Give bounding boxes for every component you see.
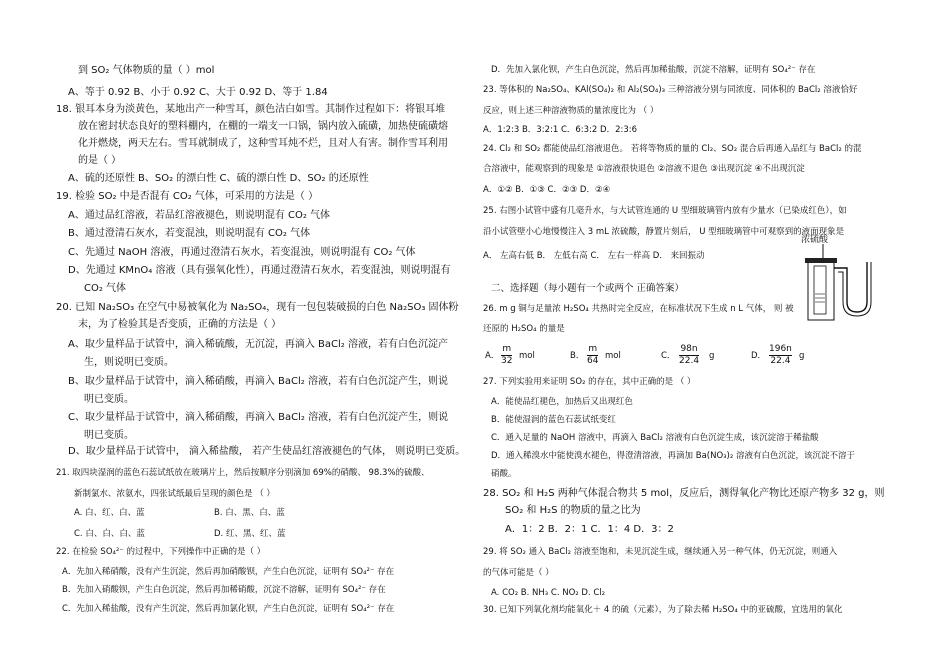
right-line-25: A. CO₂ B. NH₃ C. NO₂ D. Cl₂ — [491, 588, 606, 598]
left-line-7: A、硫的还原性 B、SO₂ 的漂白性 C、硫的漂白性 D、SO₂ 的还原性 — [68, 173, 369, 184]
right-line-24: 的气体可能是（ ） — [483, 568, 554, 578]
left-line-21: 明已变质。 — [84, 430, 134, 441]
right-line-2: 23. 等体积的 Na₂SO₄、KAl(SO₄)₂ 和 Al₂(SO₄)₃ 三种溶液分别与同浓度、同体积的 BaCl₂ 溶液恰好 — [483, 85, 858, 95]
right-line-13: 还原的 H₂SO₄ 的量是 — [483, 324, 565, 334]
left-line-5: 化并燃烧，两天左右。雪耳就制成了，这种雪耳炖不烂，且对人有害。制作雪耳利用 — [78, 138, 448, 149]
left-line-27: C. 白、白、白、蓝 — [74, 529, 145, 539]
right-line-15: A．能使品红褪色，加热后又出现红色 — [491, 397, 633, 407]
denominator: 32 — [501, 356, 513, 366]
left-line-15: 末，为了检验其是否变质，正确的方法是（ ） — [78, 319, 282, 330]
denominator: 22.4 — [770, 356, 791, 366]
left-line-4: 放在密封状态良好的塑料棚内，在棚的一端支一口锅，锅内放入硫磺，加热使硫磺熔 — [78, 121, 448, 132]
left-line-14: 20. 已知 Na₂SO₃ 在空气中易被氧化为 Na₂SO₄，现有一包包装破损的白色 Na₂SO₃ 固体粉 — [56, 302, 459, 313]
left-line-1: 到 SO₂ 气体物质的量（ ）mol — [78, 65, 215, 76]
left-line-8: 19. 检验 SO₂ 中是否混有 CO₂ 气体，可采用的方法是（ ） — [56, 191, 319, 202]
right-line-6: 合溶液中，能观察到的现象是 ①溶液很快退色 ②溶液不退色 ③出现沉淀 ④不出现沉淀 — [483, 164, 805, 174]
left-line-2: A、等于 0.92 B、小于 0.92 C、大于 0.92 D、等于 1.84 — [68, 87, 328, 98]
left-line-11: C、先通过 NaOH 溶液，再通过澄清石灰水，若变混浊，则说明混有 CO₂ 气体 — [68, 247, 416, 258]
right-line-21: SO₂ 和 H₂S 的物质的量之比为 — [505, 505, 641, 516]
left-line-26: B. 白、黑、白、蓝 — [214, 508, 285, 518]
fraction — [501, 344, 512, 367]
left-line-24: 新制氯水、浓氨水，四张试纸最后呈现的颜色是 （ ） — [74, 489, 275, 499]
option-label: B． — [570, 351, 585, 361]
unit-label: g — [709, 351, 715, 361]
right-line-19: 硝酸。 — [491, 469, 517, 479]
option-label: D． — [751, 351, 767, 361]
option-label: A． — [485, 351, 500, 361]
right-line-23: 29. 将 SO₂ 通入 BaCl₂ 溶液至饱和，未见沉淀生成，继续通入另一种气体，仍无沉淀，则通入 — [483, 547, 838, 557]
left-line-18: B、取少量样品于试管中，滴入稀硝酸，再滴入 BaCl₂ 溶液，若有白色沉淀产生，则说 — [68, 376, 448, 387]
left-line-30: A．先加入稀硝酸，没有产生沉淀，然后再加硝酸钡，产生白色沉淀，证明有 SO₄²⁻ 存在 — [62, 567, 395, 577]
left-line-31: B．先加入硝酸钡，产生白色沉淀，然后再加稀硝酸，沉淀不溶解，证明有 SO₄²⁻ 存在 — [62, 585, 386, 595]
left-line-17: 生，则说明已变质。 — [84, 357, 174, 368]
left-line-12: D、先通过 KMnO₄ 溶液（具有强氧化性），再通过澄清石灰水，若变混浊，则说明混有 — [68, 265, 451, 276]
right-line-5: 24. Cl₂ 和 SO₂ 都能使品红溶液退色。 若将等物质的量的 Cl₂、SO₂ 混合后再通入品红与 BaCl₂ 的混 — [483, 144, 862, 154]
right-line-10: A． 左高右低 B． 左低右高 C． 左右一样高 D． 来回振动 — [483, 251, 705, 261]
right-line-4: A．1:2:3 B．3:2:1 C．6:3:2 D．2:3:6 — [483, 125, 638, 135]
left-line-19: 明已变质。 — [84, 394, 134, 405]
right-line-26: 30. 已知下列氧化剂均能氧化＋ 4 的硫（元素），为了除去稀 H₂SO₄ 中的亚硫酸，宜选用的氧化 — [483, 605, 843, 615]
left-line-13: CO₂ 气体 — [84, 283, 127, 294]
fraction — [679, 344, 699, 367]
left-line-6: 的是（ ） — [78, 155, 122, 166]
right-line-12: 26. m g 铜与足量浓 H₂SO₄ 共热时完全反应，在标准状况下生成 n L 气体， 则 被 — [483, 304, 794, 314]
left-line-32: C．先加入稀盐酸，没有产生沉淀，然后再加氯化钡，产生白色沉淀，证明有 SO₄²⁻ 存在 — [62, 604, 395, 614]
unit-label: mol — [519, 351, 535, 361]
right-line-9: 沿小试管壁小心地慢慢注入 3 mL 浓硫酸，静置片刻后， U 型细玻璃管中可观察到的液面现象是 — [483, 227, 845, 237]
unit-label: mol — [605, 351, 621, 361]
u-tube-apparatus-figure — [795, 232, 885, 322]
denominator: 64 — [587, 356, 599, 366]
numerator: m — [588, 344, 598, 354]
right-line-20: 28. SO₂ 和 H₂S 两种气体混合物共 5 mol，反应后，测得氧化产物比还原产物多 32 g，则 — [483, 488, 885, 499]
right-line-7: A．①② B．①③ C．②③ D．②④ — [483, 185, 611, 195]
right-line-14: 27. 下列实验用来证明 SO₂ 的存在，其中正确的是 （ ） — [483, 377, 696, 387]
right-line-22: A．1：2 B．2：1 C．1：4 D．3：2 — [505, 524, 674, 535]
right-line-8: 25. 右图小试管中盛有几毫升水，与大试管连通的 U 型细玻璃管内放有少量水（已染成红色），如 — [483, 206, 847, 216]
right-column — [475, 0, 950, 671]
left-line-16: A、取少量样品于试管中，滴入稀硫酸，无沉淀，再滴入 BaCl₂ 溶液，若有白色沉淀产 — [68, 339, 448, 350]
option-label: C． — [661, 351, 676, 361]
left-line-9: A、通过品红溶液，若品红溶液褪色，则说明混有 CO₂ 气体 — [68, 210, 331, 221]
figure-label: 浓硫酸 — [801, 235, 829, 245]
right-line-1: D．先加入氯化钡，产生白色沉淀，然后再加稀盐酸，沉淀不溶解，证明有 SO₄²⁻ 存在 — [491, 65, 816, 75]
left-line-28: D. 红、黑、红、蓝 — [214, 529, 286, 539]
right-line-18: D．通入稀溴水中能使溴水褪色，得澄清溶液，再滴加 Ba(NO₃)₂ 溶液有白色沉淀，该沉淀不溶于 — [491, 451, 855, 461]
denominator: 22.4 — [679, 356, 700, 366]
left-line-3: 18. 银耳本身为淡黄色，某地出产一种雪耳，颜色洁白如雪。其制作过程如下：将银耳堆 — [56, 104, 446, 115]
fraction — [769, 344, 792, 367]
right-line-17: C．通入足量的 NaOH 溶液中，再滴入 BaCl₂ 溶液有白色沉淀生成，该沉淀溶于稀盐酸 — [491, 433, 819, 443]
left-line-20: C、取少量样品于试管中，滴入稀硝酸，再滴入 BaCl₂ 溶液，若有白色沉淀产生，则说 — [68, 412, 449, 423]
fraction — [587, 344, 598, 367]
right-line-3: 反应，则上述三种溶液物质的量浓度比为 （ ） — [483, 106, 659, 116]
numerator: 196n — [769, 344, 792, 354]
left-line-23: 21. 取四块湿润的蓝色石蕊试纸放在玻璃片上，然后按顺序分别滴加 69%的硝酸、 98.3%的硫酸、 — [56, 468, 430, 478]
left-line-29: 22. 在检验 SO₄²⁻ 的过程中，下列操作中正确的是（ ） — [56, 547, 266, 557]
left-line-25: A. 白、红、白、蓝 — [74, 508, 145, 518]
right-line-16: B．能使湿润的蓝色石蕊试纸变红 — [491, 415, 616, 425]
unit-label: g — [799, 351, 805, 361]
left-line-10: B、通过澄清石灰水，若变混浊，则说明混有 CO₂ 气体 — [68, 228, 311, 239]
numerator: 98n — [680, 344, 698, 354]
left-line-22: D、取少量样品于试管中， 滴入稀盐酸， 若产生使品红溶液褪色的气体， 则说明已变质。 — [68, 446, 466, 457]
numerator: m — [502, 344, 512, 354]
right-line-11: 二、选择题（每小题有一个或两个 正确答案） — [491, 283, 685, 294]
